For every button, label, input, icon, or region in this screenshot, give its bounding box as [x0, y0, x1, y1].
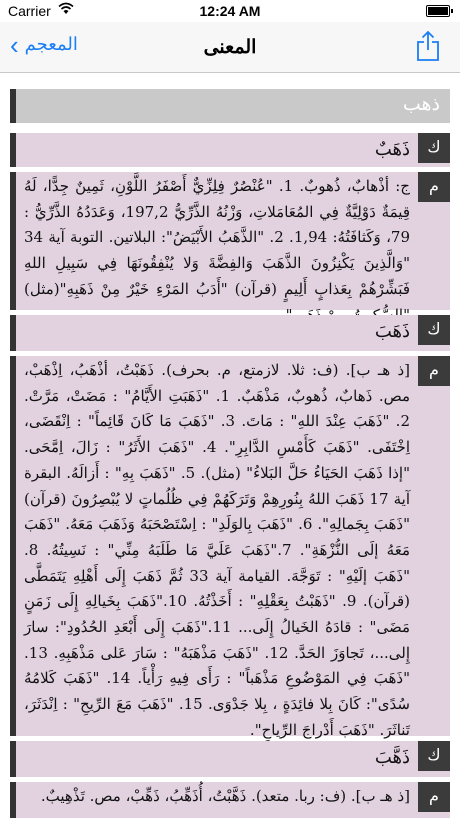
entry-badge: ك — [418, 315, 450, 345]
meaning-text: ج: أذْهابٌ، ذُهوبٌ. 1. "عُنْصُرٌ فِلِزِّيٌّ أَصْفَرُ اللَّوْنِ، ثَمِينٌ جِدًّا، لَهُ قِيمَةٌ دَوْلِيَّةٌ فِي المُعَامَلاتِ، وَزْنُهُ الذَّرِّيُّ 197,2، وَعَدَدُهُ الذَّرِّيُّ : 79، وَكَثافَتُهُ: 1,94. 2. "الذَّهَبُ الأَبْيَضُ": البلاتين. التوبة آية 34 "وَالَّذِينَ يَكْنِزُونَ الذَّهَبَ وَالفِضَّةَ وَلا يُنْفِقُونَهَا فِي سَبِيلِ اللهِ فَبَشِّرْهُمْ بِعَذابٍ أَلِيمٍ (قرآن) "أَدَبُ المَرْءِ خَيْرٌ مِنْ ذَهَبِهِ"(مثل) — [24, 177, 410, 298]
meaning-row — [10, 782, 450, 818]
entry-word: ذَهَّبَ — [374, 747, 410, 768]
entry-badge: م — [418, 782, 450, 812]
entry-word-row — [10, 315, 450, 351]
entry-word: ذَهَبَ — [374, 321, 410, 342]
battery-icon — [426, 5, 450, 17]
carrier-label: Carrier — [8, 3, 51, 19]
entry-badge: م — [418, 356, 450, 386]
entry-badge: ك — [418, 133, 450, 163]
meaning-row — [10, 356, 450, 739]
share-icon[interactable] — [416, 30, 440, 62]
word-header: ذهب — [10, 89, 450, 123]
meaning-text: [ذ هـ ب]. (ف: ربا. متعد). ذَهَّبْتُ، أُذَهِّبُ، ذَهِّبْ، مص. تَذْهِيبٌ. — [40, 787, 410, 805]
page-title: المعنى — [203, 37, 257, 58]
chevron-left-icon: ‹ — [10, 29, 19, 60]
entry-word-row — [10, 133, 450, 167]
entry-badge: م — [418, 172, 450, 202]
back-button-label: المعجم — [24, 34, 78, 54]
meaning-text: [ذ هـ ب]. (ف: ثلا. لازمتع، م. بحرف). ذَهَبْتُ، أذْهَبُ، اِذْهَبْ، مص. ذَهابٌ، ذُهوبٌ، مَذْهَبٌ. 1. "ذَهَبَتِ الأَيَّامُ" : مَضَتْ، مَرَّتْ. 2. "ذَهَبَ عِنْدَ اللهِ" : مَاتَ. 3. "ذَهَبَ مَا كَانَ قَائِماً" : اِنْقَضَى، اِخْتَفَى. "ذَهَبَ كَأَمْسِ الدَّابِرِ". 4. "ذَهَبَ الأَثَرُ" : زَالَ، اِمَّحَى. "إذا ذَهَبَ الحَيَاءُ حَلَّ البَلاءُ" (مثل). 5. "ذَهَبَ بِهِ" : أَزالَهُ. البقرة آية 17 ذَهَبَ اللهُ بِنُورِهِمْ وَتَرَكَهُمْ فِي ظُلُماتٍ لا يُبْصِرُونَ (قرآن) "ذَهَبَ بِجَمالِهِ". 6. "ذَهَبَ بِالوَلَدِ" : اِسْتَصْحَبَهُ وَذَهَبَ مَعَهُ. "ذَهَبَ مَعَهُ إلَى النُّزْهَةِ". 7."ذَهَبَ عَلَيَّ مَا طَلَبَهُ مِنِّي" : نَسِيتُهُ. 8. "ذَهَبَ إلَيْهِ" : تَوَجَّهَ. القيامة آية 33 ثُمَّ ذَهَبَ إِلَى أَهْلِهِ يَتَمَطَّى (قرآن). 9. "ذَهَبْتُ بِعَقْلِهِ" : أَخَذْتُهُ. 10."ذَهَبَ بِخَيالِهِ إِلَى زَمَنٍ مَضَى" : قادَهُ الخَيالُ إِلَى... 11."ذَهَبَ إِلَى أَبْعَدِ الحُدُودِ": سارَ إِلى...، تَجاوَزَ الحَدَّ. 12. "ذَهَبَ مَذْهَبَهُ" : سَارَ عَلى مَذْهَبِهِ. 13. "ذَهَبَ فِي المَوْضُوعِ مَذْهَباً" : رَأَى فِيهِ رَأْياً. 14. "ذَهَبَ كَلامُهُ سُدًى": كَانَ بِلا فائِدَةٍ ، بِلا جَدْوَى. 15. "ذَهَبَ مَعَ الرِّيحِ" : اِنْدَثَرَ، تَناثَرَ. "ذَهَبَ أَدْراجَ الرِّياحِ". — [24, 361, 411, 739]
status-bar — [0, 0, 460, 22]
clock: 12:24 AM — [199, 3, 261, 19]
entry-word: ذَهَبٌ — [374, 139, 410, 160]
definition-list[interactable] — [0, 73, 460, 818]
meaning-row — [10, 172, 450, 310]
navigation-bar — [0, 22, 460, 73]
entry-word-row — [10, 741, 450, 777]
entry-badge: ك — [418, 741, 450, 771]
